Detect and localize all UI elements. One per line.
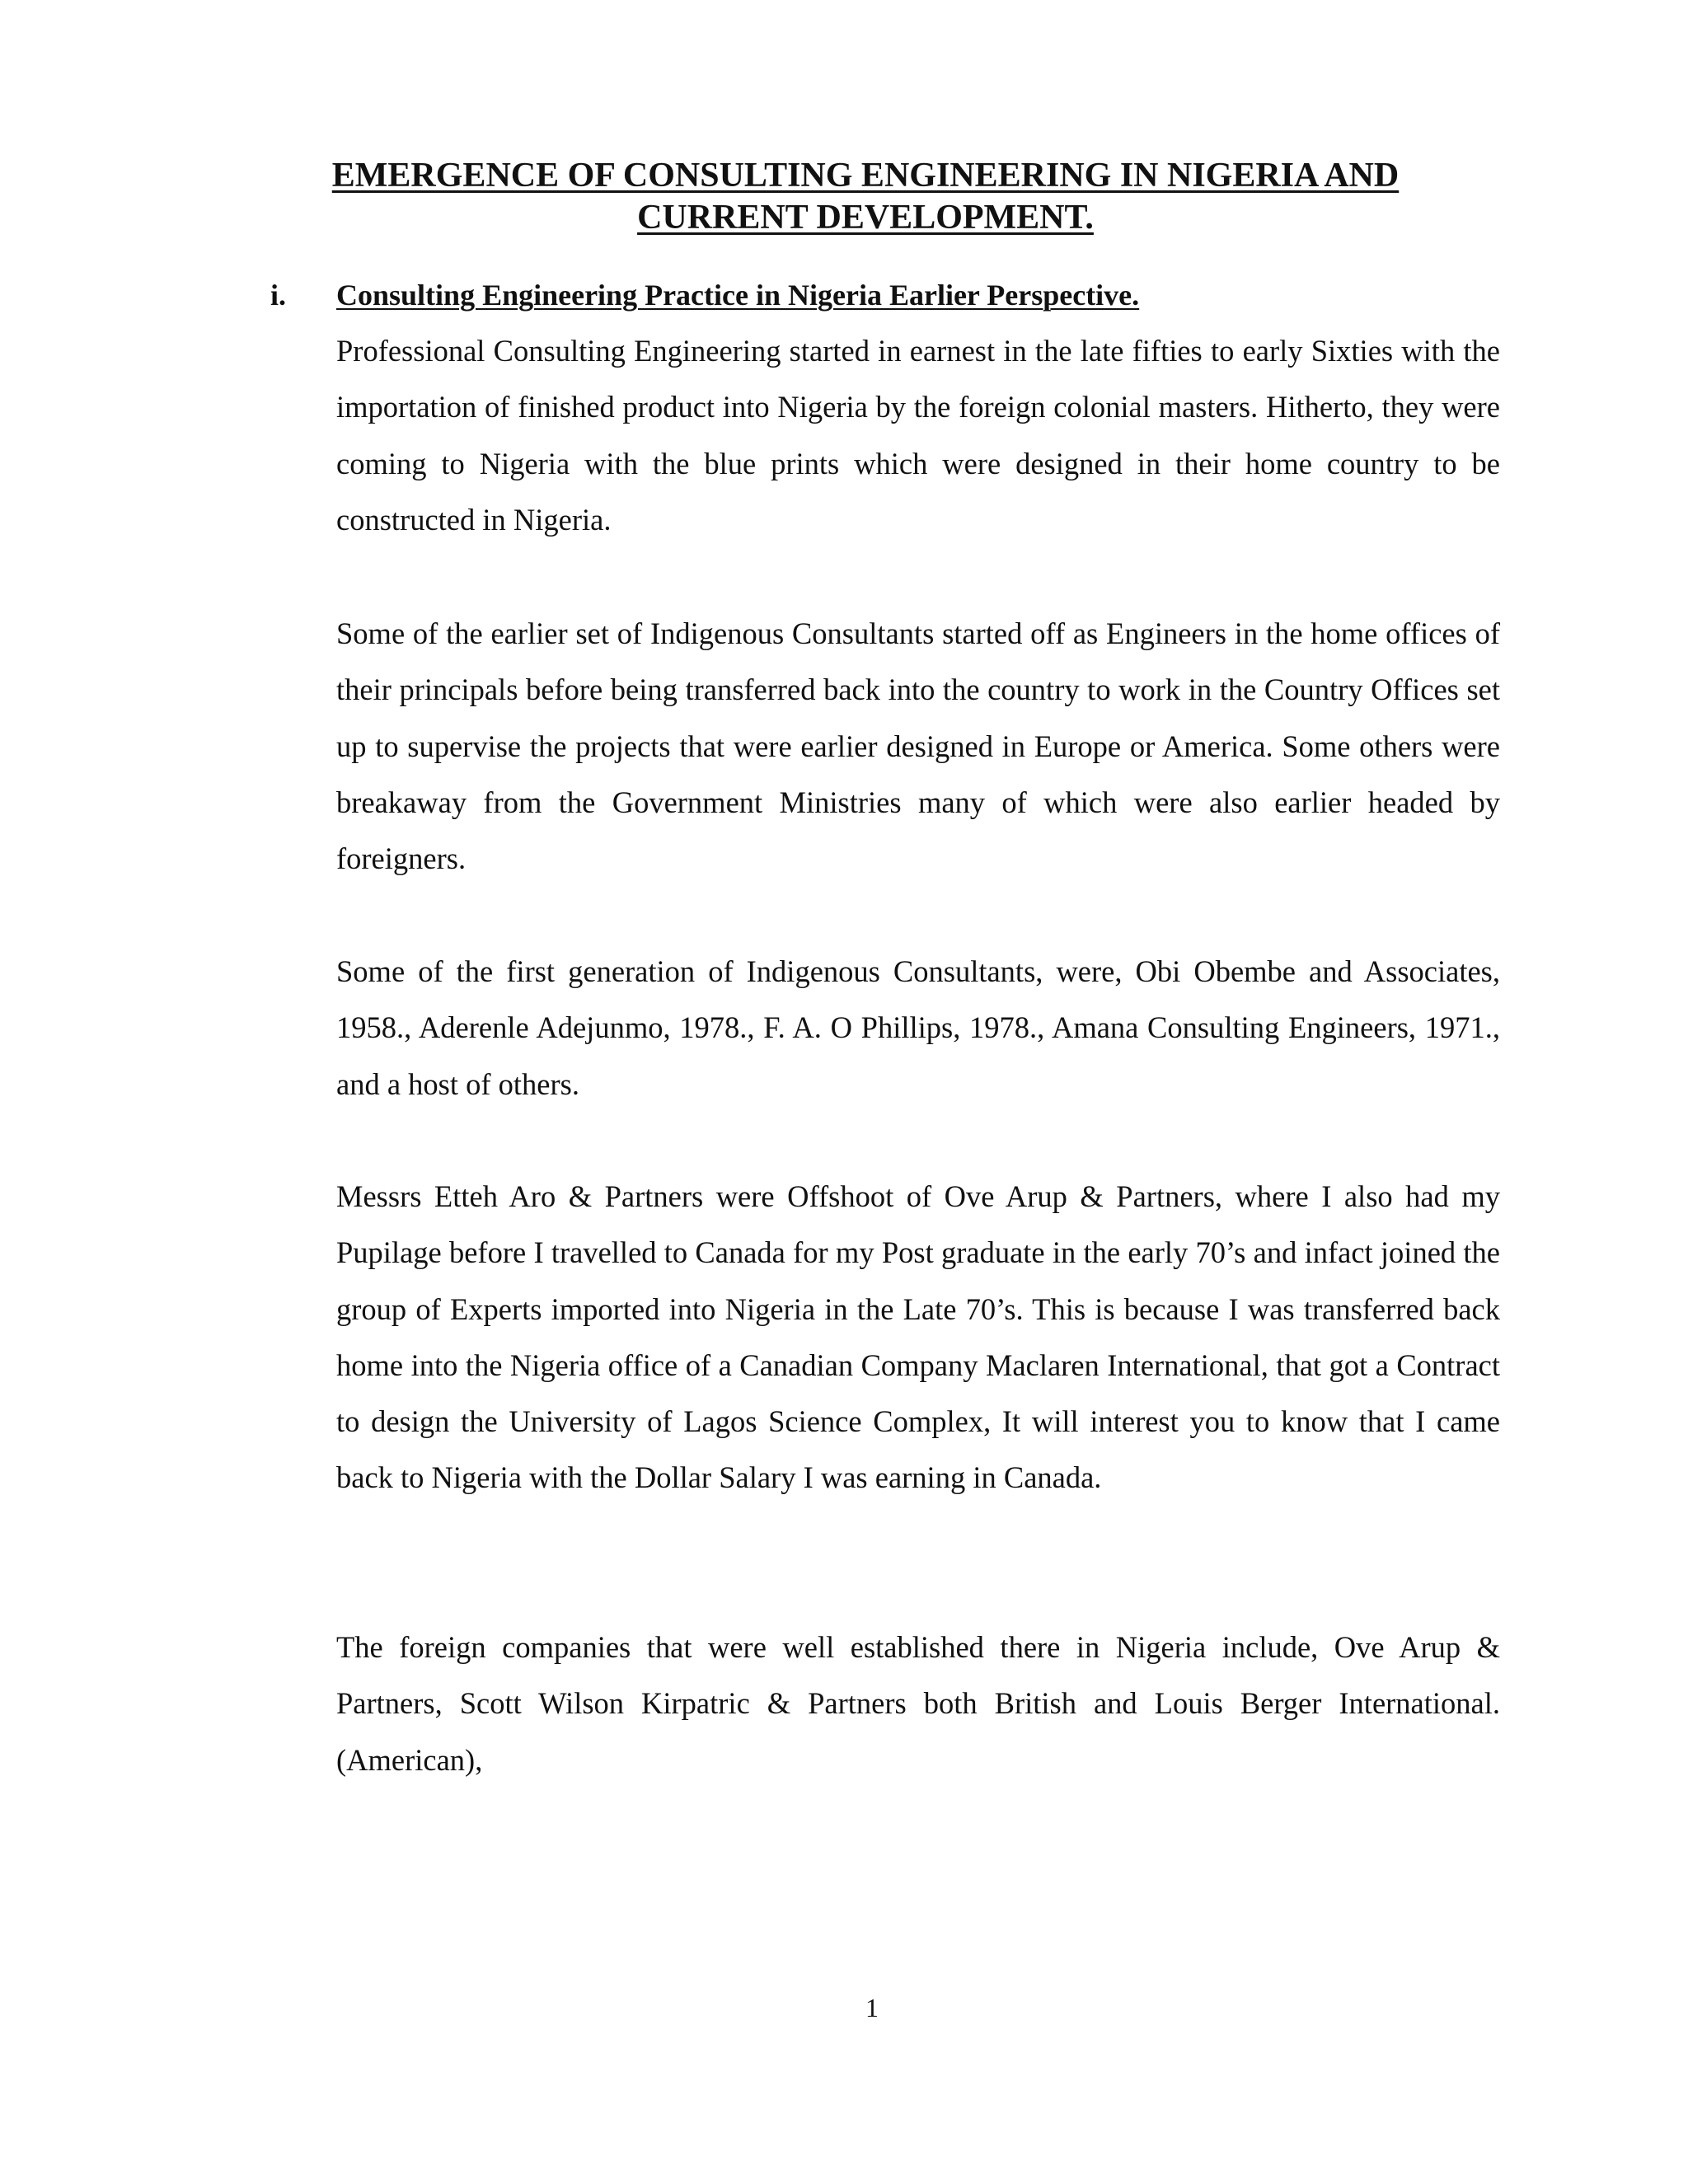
- paragraph-4: Messrs Etteh Aro & Partners were Offshoot of Ove Arup & Partners, where I also had my Pupilage before I travelled to Canada for my Post graduate in the early 70’s and infact joined the group of Experts imported into Nigeria in the Late 70’s. This is because I was transferred back home into the Nigeria office of a Canadian Company Maclaren International, that got a Contract to design the University of Lagos Science Complex, It will interest you to know that I came back to Nigeria with the Dollar Salary I was earning in Canada.: [336, 1179, 1500, 1495]
- page-number: 1: [865, 1993, 879, 2022]
- document-title-line-1: EMERGENCE OF CONSULTING ENGINEERING IN NIGERIA AND: [331, 157, 1400, 194]
- paragraph-1: Professional Consulting Engineering started in earnest in the late fifties to early Sixties with the importation of finished product into Nigeria by the foreign colonial masters. Hitherto, they were coming to Nigeria with the blue prints which were designed in their home country to be constructed in Nigeria.: [336, 334, 1500, 537]
- section-marker: i.: [270, 279, 287, 312]
- section-heading: Consulting Engineering Practice in Nigeria Earlier Perspective.: [336, 279, 1140, 312]
- document-title-line-2: CURRENT DEVELOPMENT.: [637, 199, 1094, 237]
- paragraph-2: Some of the earlier set of Indigenous Consultants started off as Engineers in the home offices of their principals before being transferred back into the country to work in the Country Offices set up to supervise the projects that were earlier designed in Europe or America. Some others were breakaway from the Government Ministries many of which were also earlier headed by foreigners.: [336, 616, 1500, 876]
- document-title: [247, 155, 1484, 239]
- paragraph-3: Some of the first generation of Indigenous Consultants, were, Obi Obembe and Associates, 1958., Aderenle Adejunmo, 1978., F. A. O Phillips, 1978., Amana Consulting Engineers, 1971., and a host of others.: [336, 954, 1500, 1101]
- paragraph-5: The foreign companies that were well established there in Nigeria include, Ove Arup & Partners, Scott Wilson Kirpatric & Partners both British and Louis Berger International. (American),: [336, 1630, 1500, 1777]
